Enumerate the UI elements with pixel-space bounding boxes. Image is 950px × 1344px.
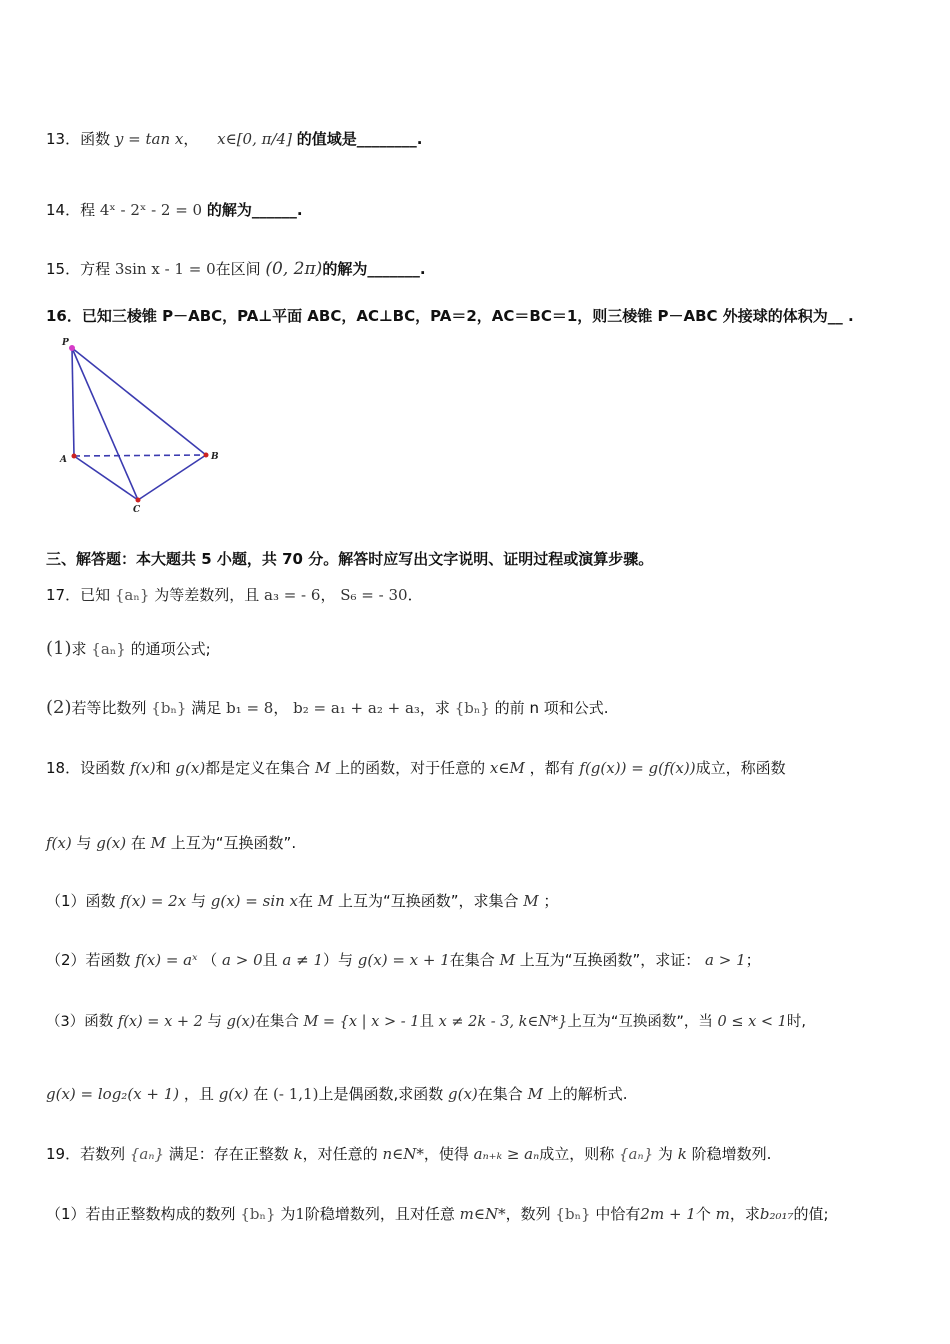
math-interval: (0, 2π) <box>265 259 323 279</box>
question-18-part-3: （3）函数 f(x) = x + 2 与 g(x)在集合 M = {x | x > - 1且 x ≠ 2k - 3, k∈N*}上互为“互换函数”，当 0 ≤ x < 1时, <box>46 1014 806 1030</box>
question-13: 13．函数 y = tan x， x∈[0, π/4] 的值域是________. <box>46 130 423 148</box>
question-18-part-2: （2）若函数 f(x) = aˣ （ a > 0且 a ≠ 1）与 g(x) = x + 1在集合 M 上互为“互换函数”，求证： a > 1； <box>46 951 761 969</box>
question-18-line-2: f(x) 与 g(x) 在 M 上互为“互换函数”. <box>46 834 297 852</box>
question-17-part-1: (1)求 {aₙ} 的通项公式; <box>46 638 211 659</box>
question-18: 18．设函数 f(x)和 g(x)都是定义在集合 M 上的函数，对于任意的 x∈M ，都有 f(g(x)) = g(f(x))成立，称函数 <box>46 759 786 777</box>
edge-PB <box>72 348 206 455</box>
question-15: 15．方程 3sin x - 1 = 0在区间 (0, 2π)的解为_______. <box>46 259 426 279</box>
math-func: y = tan x <box>114 130 184 148</box>
edge-BC <box>138 455 206 500</box>
edge-AB-hidden <box>74 455 206 456</box>
label-C: C <box>133 505 141 515</box>
question-17-part-2: (2)若等比数列 {bₙ} 满足 b₁ = 8， b₂ = a₁ + a₂ + a₃，求 {bₙ} 的前 n 项和公式. <box>46 697 609 718</box>
question-18-part-1: （1）函数 f(x) = 2x 与 g(x) = sin x在 M 上互为“互换函数”，求集合 M ； <box>46 892 559 910</box>
point-A <box>72 454 77 459</box>
question-18-part-3-line-2: g(x) = log₂(x + 1) ，且 g(x) 在 (- 1,1)上是偶函数,求函数 g(x)在集合 M 上的解析式. <box>46 1085 628 1103</box>
math-domain: x∈[0, π/4] <box>217 130 292 148</box>
question-19: 19．若数列 {aₙ} 满足：存在正整数 k，对任意的 n∈N*，使得 aₙ₊ₖ ≥ aₙ成立，则称 {aₙ} 为 k 阶稳增数列. <box>46 1145 772 1163</box>
question-17: 17．已知 {aₙ} 为等差数列，且 a₃ = - 6， S₆ = - 30． <box>46 586 423 604</box>
label-A: A <box>60 455 67 465</box>
point-B <box>204 453 209 458</box>
label-B: B <box>211 452 219 462</box>
question-19-part-1: （1）若由正整数构成的数列 {bₙ} 为1阶稳增数列，且对任意 m∈N*，数列 {bₙ} 中恰有2m + 1个 m，求b₂₀₁₇的值; <box>46 1205 829 1223</box>
label-P: P <box>62 338 69 348</box>
point-C <box>136 498 141 503</box>
point-P <box>69 345 75 351</box>
question-16: 16．已知三棱锥 P－ABC，PA⊥平面 ABC，AC⊥BC，PA＝2，AC＝BC＝1，则三棱锥 P－ABC 外接球的体积为__ . <box>46 307 854 325</box>
math-eq: 4ˣ - 2ˣ - 2 = 0 <box>99 201 203 219</box>
math-eq: 3sin x - 1 = 0 <box>114 260 216 278</box>
tetrahedron-figure <box>56 335 226 515</box>
section-title: 三、解答题：本大题共 5 小题，共 70 分。解答时应写出文字说明、证明过程或演算步骤。 <box>46 550 654 568</box>
edge-PA <box>72 348 74 456</box>
question-14: 14．程 4ˣ - 2ˣ - 2 = 0 的解为______. <box>46 201 303 219</box>
